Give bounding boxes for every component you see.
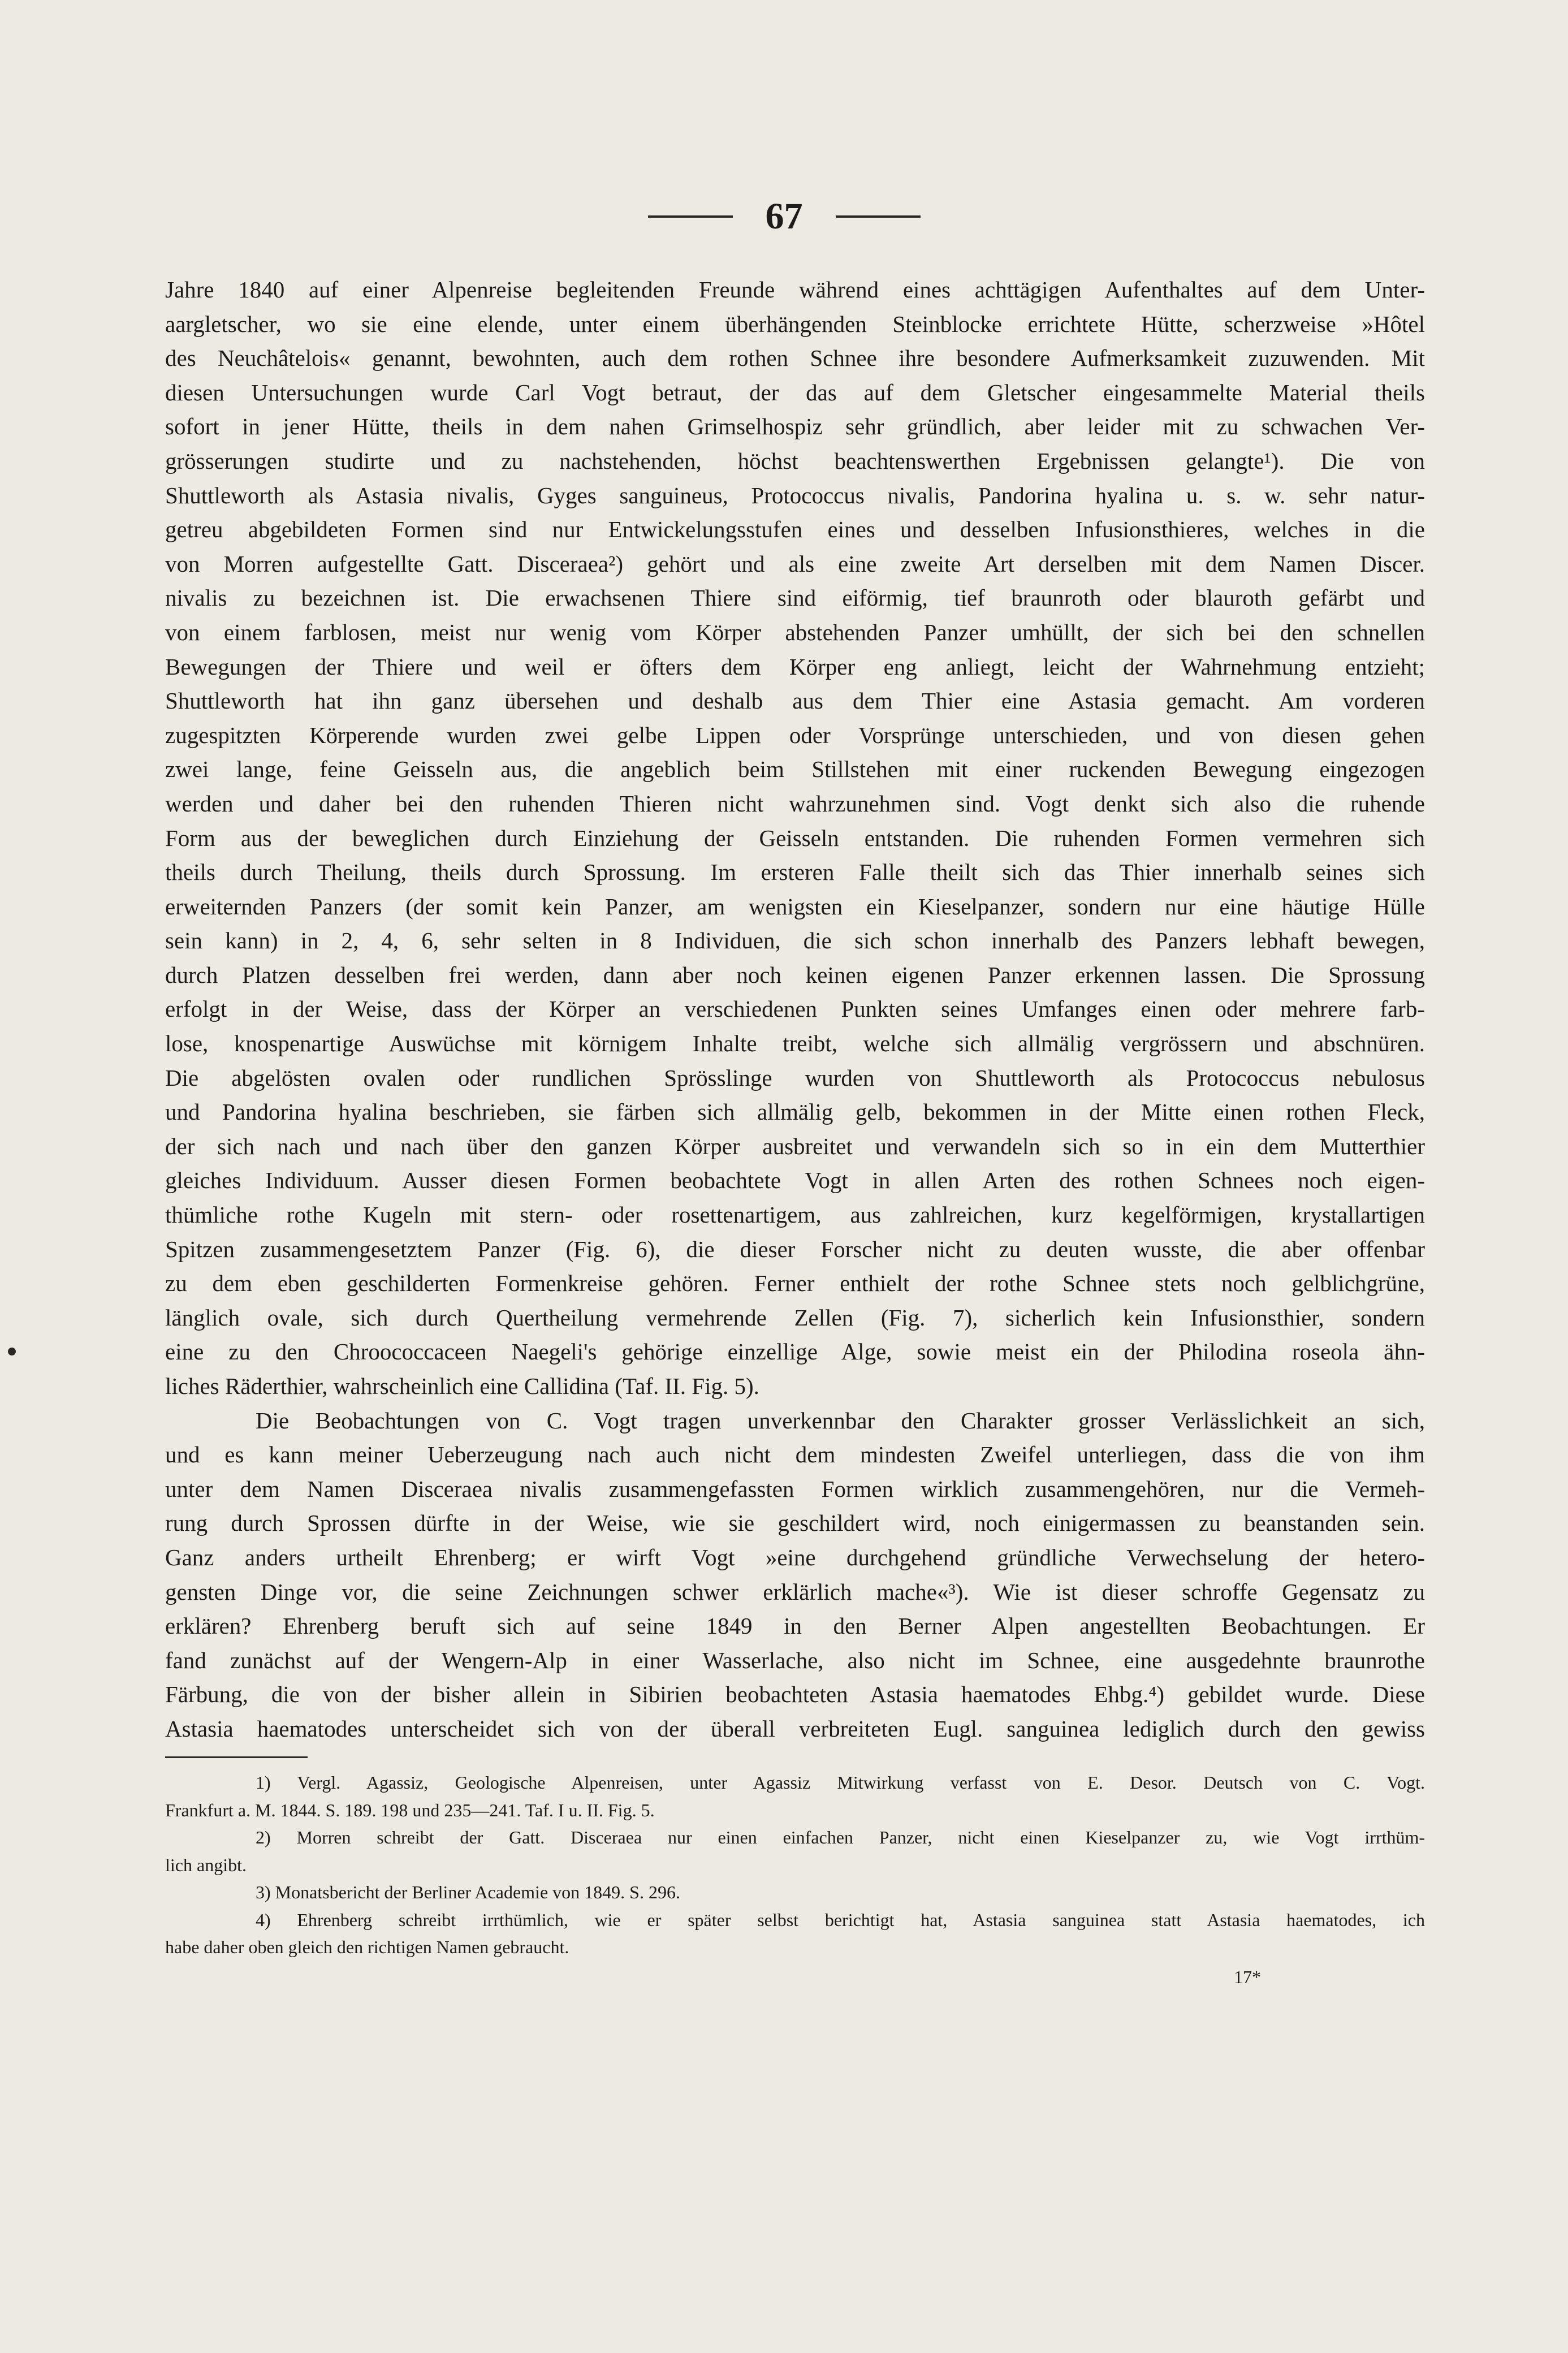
text-line: Bewegungen der Thiere und weil er öfters dem Körper eng anliegt, leicht der Wahrnehmung entzieht;: [165, 653, 1425, 680]
text-line: erklären? Ehrenberg beruft sich auf seine 1849 in den Berner Alpen angestellten Beobachtungen. Er: [165, 1613, 1425, 1639]
text-line: unter dem Namen Disceraea nivalis zusammengefassten Formen wirklich zusammengehören, nur die Vermeh-: [165, 1475, 1425, 1502]
footnote-line: 4) Ehrenberg schreibt irrthümlich, wie er später selbst berichtigt hat, Astasia sanguinea statt Astasia haematodes, ich: [256, 1909, 1425, 1930]
text-line: rung durch Sprossen dürfte in der Weise, wie sie geschildert wird, noch einigermassen zu beanstanden sein.: [165, 1510, 1425, 1536]
text-line: gleiches Individuum. Ausser diesen Formen beobachtete Vogt in allen Arten des rothen Schnees noch eigen-: [165, 1167, 1425, 1194]
header-rule-left: [648, 215, 733, 218]
footnote-rule: [165, 1756, 308, 1758]
text-line: länglich ovale, sich durch Quertheilung vermehrende Zellen (Fig. 7), sicherlich kein Infusionsthier, sondern: [165, 1304, 1425, 1331]
text-line: grösserungen studirte und zu nachstehenden, höchst beachtenswerthen Ergebnissen gelangte¹). Die von: [165, 447, 1425, 474]
text-line: nivalis zu bezeichnen ist. Die erwachsenen Thiere sind eiförmig, tief braunroth oder blauroth gefärbt und: [165, 585, 1425, 611]
footnote-line: Frankfurt a. M. 1844. S. 189. 198 und 235—241. Taf. I u. II. Fig. 5.: [165, 1799, 655, 1820]
page-header: [0, 198, 1568, 235]
text-line: liches Räderthier, wahrscheinlich eine Callidina (Taf. II. Fig. 5).: [165, 1373, 759, 1399]
signature-mark: 17*: [1234, 1967, 1261, 1987]
text-line: Die abgelösten ovalen oder rundlichen Sprösslinge wurden von Shuttleworth als Protococcus nebulosus: [165, 1064, 1425, 1091]
text-line: von einem farblosen, meist nur wenig vom Körper abstehenden Panzer umhüllt, der sich bei den schnellen: [165, 619, 1425, 645]
text-line: erweiternden Panzers (der somit kein Panzer, am wenigsten ein Kieselpanzer, sondern nur eine häutige Hülle: [165, 893, 1425, 919]
text-line: aargletscher, wo sie eine elende, unter einem überhängenden Steinblocke errichtete Hütte, scherzweise »Hôtel: [165, 310, 1425, 337]
text-line: erfolgt in der Weise, dass der Körper an verschiedenen Punkten seines Umfanges einen oder mehrere farb-: [165, 996, 1425, 1022]
text-line: und Pandorina hyalina beschrieben, sie färben sich allmälig gelb, bekommen in der Mitte einen rothen Fleck,: [165, 1099, 1425, 1125]
text-line: Färbung, die von der bisher allein in Sibirien beobachteten Astasia haematodes Ehbg.⁴) gebildet wurde. Diese: [165, 1681, 1425, 1708]
text-line: zwei lange, feine Geisseln aus, die angeblich beim Stillstehen mit einer ruckenden Bewegung eingezogen: [165, 756, 1425, 783]
footnote-line: lich angibt.: [165, 1854, 247, 1875]
text-line: theils durch Theilung, theils durch Sprossung. Im ersteren Falle theilt sich das Thier innerhalb seines sich: [165, 859, 1425, 886]
text-line: Form aus der beweglichen durch Einziehung der Geisseln entstanden. Die ruhenden Formen vermehren sich: [165, 824, 1425, 851]
text-line: Jahre 1840 auf einer Alpenreise begleitenden Freunde während eines achttägigen Aufenthaltes auf dem Unter-: [165, 277, 1425, 303]
text-line: sein kann) in 2, 4, 6, sehr selten in 8 Individuen, die sich schon innerhalb des Panzers lebhaft bewegen,: [165, 927, 1425, 954]
text-line: thümliche rothe Kugeln mit stern- oder rosettenartigem, aus zahlreichen, kurz kegelförmigen, krystallartigen: [165, 1202, 1425, 1228]
text-line: lose, knospenartige Auswüchse mit körnigem Inhalte treibt, welche sich allmälig vergrössern und abschnüren.: [165, 1030, 1425, 1057]
margin-dot: [8, 1348, 16, 1355]
text-line: Die Beobachtungen von C. Vogt tragen unverkennbar den Charakter grosser Verlässlichkeit an sich,: [256, 1407, 1425, 1434]
footnote-line: 1) Vergl. Agassiz, Geologische Alpenreisen, unter Agassiz Mitwirkung verfasst von E. Desor. Deutsch von C. Vogt.: [256, 1772, 1425, 1793]
text-line: gensten Dinge vor, die seine Zeichnungen schwer erklärlich mache«³). Wie ist dieser schroffe Gegensatz zu: [165, 1578, 1425, 1605]
page-number: 67: [765, 196, 803, 237]
body-text: [165, 273, 1425, 1746]
text-line: diesen Untersuchungen wurde Carl Vogt betraut, der das auf dem Gletscher eingesammelte Material theils: [165, 379, 1425, 405]
text-line: zu dem eben geschilderten Formenkreise gehören. Ferner enthielt der rothe Schnee stets noch gelblichgrüne,: [165, 1270, 1425, 1297]
text-line: der sich nach und nach über den ganzen Körper ausbreitet und verwandeln sich so in ein dem Mutterthier: [165, 1133, 1425, 1159]
text-line: fand zunächst auf der Wengern-Alp in einer Wasserlache, also nicht im Schnee, eine ausgedehnte braunrothe: [165, 1647, 1425, 1673]
text-line: sofort in jener Hütte, theils in dem nahen Grimselhospiz sehr gründlich, aber leider mit zu schwachen Ver-: [165, 413, 1425, 440]
text-line: werden und daher bei den ruhenden Thieren nicht wahrzunehmen sind. Vogt denkt sich also die ruhende: [165, 790, 1425, 817]
text-line: getreu abgebildeten Formen sind nur Entwickelungsstufen eines und desselben Infusionsthieres, welches in die: [165, 516, 1425, 543]
text-line: Spitzen zusammengesetztem Panzer (Fig. 6), die dieser Forscher nicht zu deuten wusste, die aber offenbar: [165, 1236, 1425, 1262]
text-line: von Morren aufgestellte Gatt. Disceraea²) gehört und als eine zweite Art derselben mit dem Namen Discer.: [165, 550, 1425, 577]
footnote-line: 3) Monatsbericht der Berliner Academie von 1849. S. 296.: [256, 1882, 680, 1902]
text-line: Ganz anders urtheilt Ehrenberg; er wirft Vogt »eine durchgehend gründliche Verwechselung der hetero-: [165, 1544, 1425, 1570]
footnote-line: 2) Morren schreibt der Gatt. Disceraea nur einen einfachen Panzer, nicht einen Kieselpanzer zu, wie Vogt irrthüm-: [256, 1827, 1425, 1847]
text-line: des Neuchâtelois« genannt, bewohnten, auch dem rothen Schnee ihre besondere Aufmerksamkeit zuzuwenden. Mit: [165, 345, 1425, 372]
text-line: Shuttleworth als Astasia nivalis, Gyges sanguineus, Protococcus nivalis, Pandorina hyalina u. s. w. sehr natur-: [165, 482, 1425, 508]
text-line: durch Platzen desselben frei werden, dann aber noch keinen eigenen Panzer erkennen lassen. Die Sprossung: [165, 961, 1425, 988]
footnote-line: habe daher oben gleich den richtigen Namen gebraucht.: [165, 1937, 569, 1957]
text-line: Astasia haematodes unterscheidet sich von der überall verbreiteten Eugl. sanguinea lediglich durch den gewiss: [165, 1715, 1425, 1742]
footnotes: [165, 1769, 1425, 1961]
text-line: und es kann meiner Ueberzeugung nach auch nicht dem mindesten Zweifel unterliegen, dass die von ihm: [165, 1441, 1425, 1468]
header-rule-right: [836, 215, 921, 218]
text-line: Shuttleworth hat ihn ganz übersehen und deshalb aus dem Thier eine Astasia gemacht. Am vorderen: [165, 688, 1425, 714]
text-line: zugespitzten Körperende wurden zwei gelbe Lippen oder Vorsprünge unterschieden, und von diesen gehen: [165, 722, 1425, 748]
text-line: eine zu den Chroococcaceen Naegeli's gehörige einzellige Alge, sowie meist ein der Philodina roseola ähn-: [165, 1339, 1425, 1365]
